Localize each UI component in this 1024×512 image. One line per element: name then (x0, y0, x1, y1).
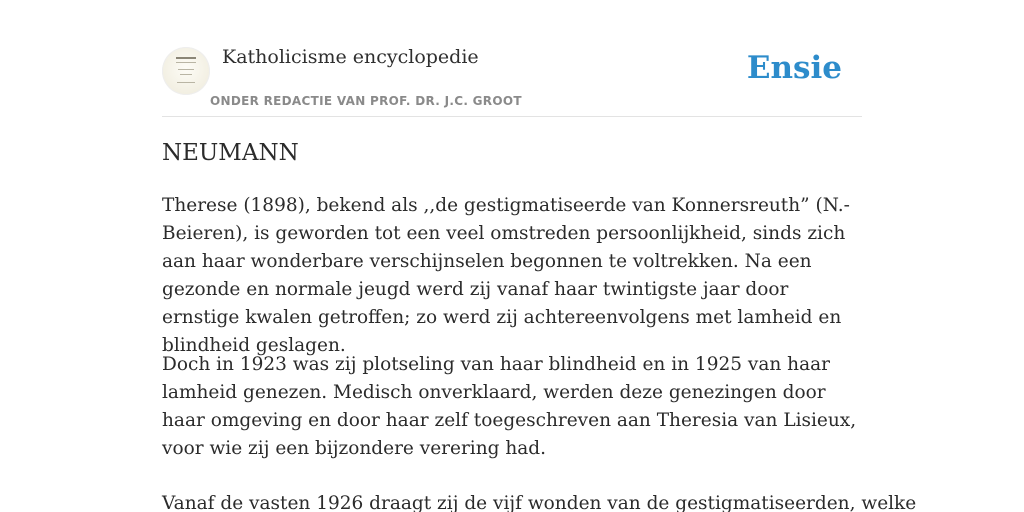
page (162, 0, 917, 512)
cover-line (180, 74, 192, 75)
ensie-logo[interactable]: Ensie (746, 50, 842, 86)
header (162, 44, 862, 117)
cover-line (176, 62, 196, 63)
editor-byline: ONDER REDACTIE VAN PROF. DR. J.C. GROOT (210, 94, 522, 108)
book-cover-icon[interactable] (162, 47, 210, 95)
article-paragraph: Vanaf de vasten 1926 draagt zij de vijf wonden van de gestigmatiseerden, welke (162, 493, 917, 512)
encyclopedia-title[interactable]: Katholicisme encyclopedie (222, 46, 479, 68)
cover-line (177, 82, 195, 83)
article-paragraph: Therese (1898), bekend als ,,de gestigmatiseerde van Konnersreuth” (N.-Beieren), is geworden tot een veel omstreden persoonlijkheid, sinds zich aan haar wonderbare verschijnselen begonnen te voltrekken. Na een gezonde en normale jeugd werd zij vanaf haar twintigste jaar door ernstige kwalen getroffen; zo werd zij achtereenvolgens met lamheid en blindheid geslagen. (162, 195, 850, 356)
article-headword: NEUMANN (162, 140, 299, 166)
cover-line (178, 69, 194, 70)
article-paragraph: Doch in 1923 was zij plotseling van haar blindheid en in 1925 van haar lamheid genezen. Medisch onverklaard, werden deze genezingen door haar omgeving en door haar zelf toegeschreven aan Theresia van Lisieux, voor wie zij een bijzondere verering had. (162, 354, 857, 459)
cover-title-line (176, 57, 196, 59)
